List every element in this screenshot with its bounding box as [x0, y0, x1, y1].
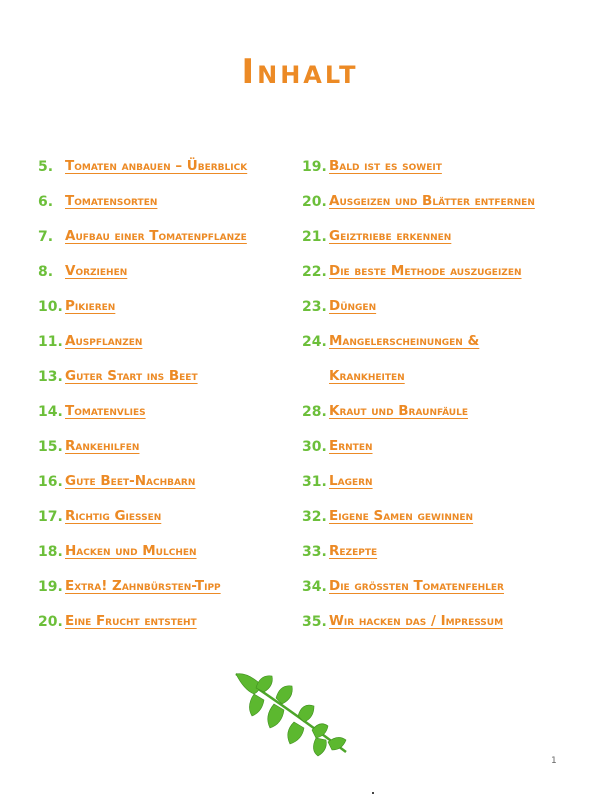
tomato-leaf-icon	[228, 668, 358, 758]
toc-column-right	[302, 155, 592, 645]
toc-column-left	[38, 155, 288, 645]
toc-page-number: 7.	[38, 229, 54, 245]
toc-link[interactable]: Eine Frucht entsteht	[65, 613, 197, 629]
toc-page-number: 18.	[38, 544, 63, 560]
toc-link[interactable]: Rankehilfen	[65, 438, 140, 454]
toc-link[interactable]: Tomatenvlies	[65, 403, 146, 419]
toc-link[interactable]: Vorziehen	[65, 263, 128, 279]
toc-link[interactable]: Auspflanzen	[65, 333, 143, 349]
toc-link[interactable]: Rezepte	[329, 543, 378, 559]
toc-page-number: 14.	[38, 404, 63, 420]
toc-link[interactable]: Ernten	[329, 438, 373, 454]
toc-page-number: 6.	[38, 194, 54, 210]
toc-link[interactable]: Die größten Tomatenfehler	[329, 578, 504, 594]
toc-page-number: 8.	[38, 264, 54, 280]
toc-page-number: 28.	[302, 404, 327, 420]
toc-link[interactable]: Bald ist es soweit	[329, 158, 442, 174]
toc-page-number: 22.	[302, 264, 327, 280]
toc-page-number: 33.	[302, 544, 327, 560]
toc-link[interactable]: Guter Start ins Beet	[65, 368, 198, 384]
bottom-mark	[372, 792, 374, 794]
toc-page-number: 24.	[302, 334, 327, 350]
toc-link[interactable]: Hacken und Mulchen	[65, 543, 197, 559]
toc-page-number: 35.	[302, 614, 327, 630]
toc-page-number: 31.	[302, 474, 327, 490]
toc-link[interactable]: Geiztriebe erkennen	[329, 228, 452, 244]
toc-link[interactable]: Die beste Methode auszugeizen	[329, 263, 522, 279]
toc-page-number: 19.	[302, 159, 327, 175]
toc-link[interactable]: Lagern	[329, 473, 373, 489]
toc-link[interactable]: Mangelerscheinungen & Krankheiten	[329, 333, 480, 384]
toc-link[interactable]: Gute Beet-Nachbarn	[65, 473, 196, 489]
toc-link[interactable]: Pikieren	[65, 298, 116, 314]
toc-link[interactable]: Wir hacken das / Impressum	[329, 613, 504, 629]
toc-item	[38, 610, 288, 645]
toc-link[interactable]: Eigene Samen gewinnen	[329, 508, 474, 524]
page-title: Inhalt	[241, 52, 359, 92]
toc-link[interactable]: Aufbau einer Tomatenpflanze	[65, 228, 247, 244]
toc-page-number: 5.	[38, 159, 54, 175]
toc-page-number: 34.	[302, 579, 327, 595]
toc-page-number: 10.	[38, 299, 63, 315]
toc-link[interactable]: Extra! Zahnbürsten-Tipp	[65, 578, 221, 594]
toc-link[interactable]: Richtig Gießen	[65, 508, 162, 524]
toc-page-number: 19.	[38, 579, 63, 595]
toc-page-number: 16.	[38, 474, 63, 490]
toc-page-number: 17.	[38, 509, 63, 525]
toc-page-number: 11.	[38, 334, 63, 350]
toc-link[interactable]: Tomatensorten	[65, 193, 158, 209]
toc-item	[302, 610, 592, 645]
toc-page-number: 20.	[38, 614, 63, 630]
toc-page-number: 21.	[302, 229, 327, 245]
toc-page-number: 23.	[302, 299, 327, 315]
toc-link[interactable]: Düngen	[329, 298, 377, 314]
toc-page-number: 32.	[302, 509, 327, 525]
toc-page-number: 13.	[38, 369, 63, 385]
toc-item	[302, 330, 592, 400]
toc-page-number: 20.	[302, 194, 327, 210]
toc-link[interactable]: Tomaten anbauen – Überblick	[65, 158, 248, 174]
toc-link[interactable]: Ausgeizen und Blätter entfernen	[329, 193, 535, 209]
toc-page-number: 30.	[302, 439, 327, 455]
toc-link[interactable]: Kraut und Braunfäule	[329, 403, 468, 419]
toc-page-number: 15.	[38, 439, 63, 455]
page-number: 1	[551, 756, 557, 766]
